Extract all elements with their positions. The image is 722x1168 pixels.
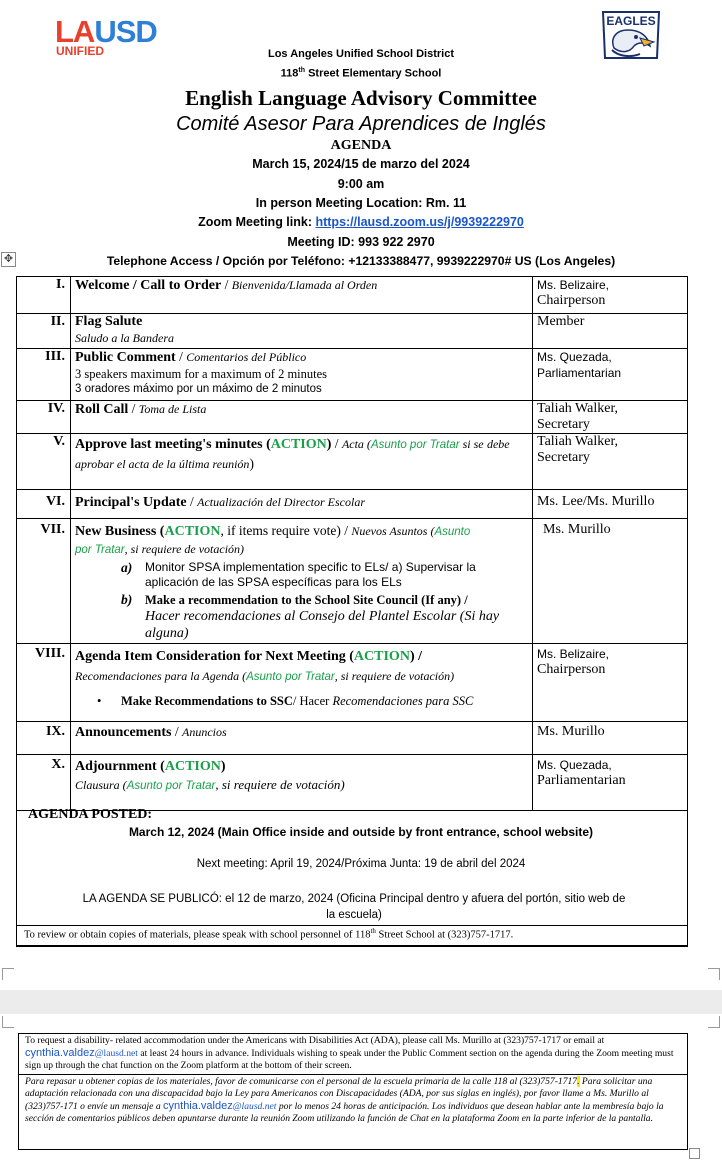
school-name-rest: Street Elementary School bbox=[305, 67, 442, 80]
item-separator: / bbox=[331, 436, 342, 451]
item-number: I. bbox=[17, 277, 71, 314]
item-separator: / bbox=[171, 724, 182, 739]
bullet-mid: / Hacer bbox=[292, 694, 333, 708]
item-separator: / bbox=[221, 277, 232, 292]
bullet-text-es: Recomendaciones para SSC bbox=[332, 694, 474, 708]
ada-email-link-es[interactable]: cynthia.valdez bbox=[163, 1100, 233, 1112]
item-title-close: ) bbox=[220, 759, 226, 774]
item-number: VI. bbox=[17, 490, 71, 519]
item-separator: / bbox=[175, 349, 187, 364]
item-separator: / bbox=[186, 494, 198, 509]
agenda-row bbox=[17, 722, 688, 755]
district-name: Los Angeles Unified School District bbox=[267, 48, 454, 60]
asunto-label: Asunto bbox=[434, 526, 471, 538]
presenter-role: Secretary bbox=[537, 417, 590, 432]
action-label: ACTION bbox=[270, 437, 327, 452]
review-sup: th bbox=[370, 927, 376, 935]
item-title-close: ) bbox=[326, 437, 332, 452]
posted-spanish bbox=[24, 891, 684, 923]
presenter-name: Member bbox=[537, 314, 585, 329]
sub-item-text: Monitor SPSA implementation specific to ELs/ a) Supervisar la aplicación de las SPSA específicas para los ELs bbox=[145, 560, 476, 589]
item-description bbox=[71, 401, 533, 434]
bullet-item bbox=[75, 692, 528, 711]
action-label: ACTION bbox=[164, 759, 221, 774]
meeting-time: 9:00 am bbox=[337, 177, 385, 191]
page-corner-mark bbox=[708, 1016, 720, 1028]
page-corner-mark bbox=[2, 1016, 14, 1028]
item-presenter bbox=[533, 755, 688, 811]
meeting-location: In person Meeting Location: Rm. 11 bbox=[255, 196, 467, 210]
sub-item-label: a) bbox=[121, 560, 133, 575]
asunto-label: Asunto por Tratar bbox=[126, 780, 216, 792]
ada-text-es-rest: por lo menos 24 horas de anticipación. Los individuos que desean hablar ante la membresía bajo la sección de comentarios públicos deben apuntarse durante la reunión Zoom utilizando la función de Chat en la plataforma Zoom en la parte inferior de la pantalla. bbox=[25, 1101, 664, 1124]
ada-text: To request a disability- related accommodation under the Americans with Disabilities Act (ADA), please call Ms. Murillo at (323)757-1717 or email at bbox=[25, 1035, 605, 1046]
item-presenter bbox=[533, 722, 688, 755]
ada-email-domain[interactable]: @lausd.net bbox=[94, 1048, 138, 1059]
ada-text-es: Para repasar u obtener copias de los materiales, favor de comunicarse con el personal de la escuela primaria de la calle 118 al (323)757-1717 bbox=[25, 1076, 578, 1087]
review-text: To review or obtain copies of materials, please speak with school personnel of 118 bbox=[24, 929, 371, 941]
action-label: ACTION bbox=[164, 524, 221, 539]
presenter-role: Parliamentarian bbox=[537, 366, 622, 380]
item-title: Welcome / Call to Order bbox=[75, 278, 222, 293]
item-number: VIII. bbox=[17, 644, 71, 722]
review-line bbox=[24, 927, 513, 941]
asunto-label-cont: por Tratar bbox=[75, 544, 125, 556]
item-presenter bbox=[533, 519, 688, 644]
asunto-label: Asunto por Tratar bbox=[370, 439, 460, 451]
item-number: X. bbox=[17, 755, 71, 811]
item-spanish: Nuevos Asuntos ( bbox=[351, 524, 435, 538]
zoom-label: Zoom Meeting link: bbox=[198, 215, 316, 229]
item-number: IX. bbox=[17, 722, 71, 755]
table-move-handle-icon[interactable]: ✥ bbox=[1, 252, 16, 267]
item-presenter bbox=[533, 349, 688, 401]
item-number: IV. bbox=[17, 401, 71, 434]
speaker-limit-es: 3 oradores máximo por un máximo de 2 minutos bbox=[75, 383, 322, 395]
item-number: III. bbox=[17, 349, 71, 401]
meeting-date: March 15, 2024/15 de marzo del 2024 bbox=[252, 157, 470, 171]
sub-item-text-es: Hacer recomendaciones al Consejo del Plantel Escolar (Si hay alguna) bbox=[145, 609, 500, 641]
eagles-text: EAGLES bbox=[606, 14, 656, 28]
page-break bbox=[0, 990, 722, 1014]
presenter-name: Ms. Belizaire, bbox=[537, 647, 610, 661]
agenda-label: AGENDA bbox=[330, 138, 392, 153]
bullet-text: Make Recommendations to SSC bbox=[121, 694, 293, 708]
logo-usd-text: USD bbox=[94, 14, 157, 49]
ada-email-domain-es[interactable]: @lausd.net bbox=[232, 1101, 277, 1112]
zoom-line bbox=[0, 215, 722, 229]
page-corner-mark bbox=[708, 968, 720, 980]
item-spanish-close: ) bbox=[249, 456, 254, 471]
presenter-role: Chairperson bbox=[537, 293, 606, 308]
title-english: English Language Advisory Committee bbox=[185, 86, 537, 110]
item-description bbox=[71, 644, 533, 722]
logo-la-text: LA bbox=[55, 14, 95, 49]
item-spanish: Saludo a la Bandera bbox=[75, 331, 174, 345]
ada-notice-box bbox=[18, 1033, 688, 1150]
title-spanish: Comité Asesor Para Aprendices de Inglés bbox=[176, 113, 546, 135]
logo-unified-text: UNIFIED bbox=[56, 44, 104, 58]
telephone-access: Telephone Access / Opción por Teléfono: +12133388477, 9939222970# US (Los Angeles) bbox=[106, 254, 616, 268]
item-spanish: Actualización del Director Escolar bbox=[197, 495, 365, 509]
item-separator: / bbox=[128, 401, 139, 416]
item-title: Principal's Update bbox=[75, 495, 187, 510]
presenter-name: Ms. Murillo bbox=[543, 522, 611, 537]
next-meeting-line: Next meeting: April 19, 2024/Próxima Junta: 19 de abril del 2024 bbox=[196, 858, 526, 870]
item-title: Announcements bbox=[75, 725, 172, 740]
item-presenter bbox=[533, 401, 688, 434]
sub-item-label: b) bbox=[121, 592, 133, 607]
item-spanish-cont: , si requiere de votación) bbox=[124, 542, 245, 556]
table-resize-handle[interactable] bbox=[689, 1148, 700, 1159]
presenter-name: Taliah Walker, bbox=[537, 401, 619, 416]
school-name bbox=[0, 67, 722, 80]
sub-item-a bbox=[75, 560, 528, 590]
agenda-row bbox=[17, 519, 688, 644]
item-number: VII. bbox=[17, 519, 71, 644]
presenter-role: Secretary bbox=[537, 450, 590, 465]
presenter-role: Chairperson bbox=[537, 662, 606, 677]
item-number: II. bbox=[17, 314, 71, 349]
presenter-role: Parliamentarian bbox=[537, 773, 626, 788]
review-text-rest: Street School at (323)757-1717. bbox=[375, 929, 514, 941]
ada-english bbox=[19, 1034, 687, 1074]
item-number: V. bbox=[17, 434, 71, 490]
item-spanish: Acta ( bbox=[341, 437, 371, 451]
asunto-label: Asunto por Tratar bbox=[246, 671, 335, 683]
agenda-row bbox=[17, 644, 688, 722]
meeting-id: Meeting ID: 993 922 2970 bbox=[287, 235, 435, 249]
agenda-row bbox=[17, 401, 688, 434]
item-description bbox=[71, 519, 533, 644]
ada-email-link[interactable]: cynthia.valdez bbox=[25, 1047, 95, 1059]
action-label: ACTION bbox=[353, 649, 410, 664]
item-spanish: Bienvenida/Llamada al Orden bbox=[231, 278, 378, 292]
agenda-row bbox=[17, 349, 688, 401]
presenter-name: Ms. Quezada, bbox=[537, 350, 612, 364]
item-spanish-cont: , si requiere de votación) bbox=[215, 777, 345, 792]
ada-spanish bbox=[19, 1074, 687, 1126]
agenda-row bbox=[17, 755, 688, 811]
item-title: Agenda Item Consideration for Next Meeting ( bbox=[75, 649, 354, 664]
item-presenter bbox=[533, 314, 688, 349]
item-spanish: Comentarios del Público bbox=[186, 350, 307, 364]
ada-text-es-cont: Para solicitar una adaptación relacionada con una discapacidad bajo la Ley para Americanos con Discapacidades (ADA, por sus siglas en inglés), por favor llame a Ms. Murillo al (323)757-171 o envíe un mensaje a bbox=[25, 1076, 653, 1112]
item-title: Roll Call bbox=[75, 402, 129, 417]
item-description bbox=[71, 434, 533, 490]
posted-spanish-line: la escuela) bbox=[326, 909, 382, 921]
item-spanish-cont: , si requiere de votación) bbox=[334, 669, 455, 683]
sub-item-text: Make a recommendation to the School Site Council (If any) / bbox=[145, 593, 468, 607]
ada-text-rest: at least 24 hours in advance. Individuals wishing to speak under the Public Comment section on the agenda during the Zoom meeting must sign up through the chat function on the Zoom platform at the bottom of their screen. bbox=[25, 1048, 674, 1071]
item-title: Approve last meeting's minutes ( bbox=[75, 437, 271, 452]
item-description bbox=[71, 722, 533, 755]
item-title: Flag Salute bbox=[75, 314, 143, 329]
item-spanish: Clausura ( bbox=[75, 778, 127, 792]
agenda-row bbox=[17, 277, 688, 314]
agenda-row bbox=[17, 314, 688, 349]
ada-highlight: . bbox=[577, 1076, 580, 1087]
presenter-name: Ms. Quezada, bbox=[537, 758, 612, 772]
agenda-row bbox=[17, 490, 688, 519]
agenda-table bbox=[16, 276, 688, 811]
item-title: Public Comment bbox=[75, 350, 176, 365]
presenter-name: Ms. Lee/Ms. Murillo bbox=[537, 494, 655, 509]
item-presenter bbox=[533, 490, 688, 519]
school-number: 118 bbox=[280, 67, 299, 80]
item-title-close: ) / bbox=[409, 649, 422, 664]
item-presenter bbox=[533, 277, 688, 314]
page-corner-mark bbox=[2, 968, 14, 980]
item-title-rest: , if items require vote) / bbox=[220, 523, 352, 538]
posted-date-line: March 12, 2024 (Main Office inside and outside by front entrance, school website) bbox=[128, 825, 594, 839]
item-description bbox=[71, 755, 533, 811]
item-spanish: Anuncios bbox=[181, 725, 227, 739]
item-spanish-cont: si se bbox=[459, 437, 484, 451]
item-description bbox=[71, 277, 533, 314]
posted-heading: AGENDA POSTED: bbox=[28, 807, 153, 822]
posted-spanish-line: LA AGENDA SE PUBLICÓ: el 12 de marzo, 2024 (Oficina Principal dentro y afuera del portón, sitio web de bbox=[82, 893, 626, 905]
speaker-limit-en: 3 speakers maximum for a maximum of 2 minutes bbox=[75, 367, 328, 381]
item-spanish: Recomendaciones para la Agenda ( bbox=[75, 669, 247, 683]
presenter-name: Taliah Walker, bbox=[537, 434, 619, 449]
presenter-name: Ms. Murillo bbox=[537, 724, 605, 739]
presenter-name: Ms. Belizaire, bbox=[537, 278, 610, 292]
item-title: New Business ( bbox=[75, 524, 165, 539]
sub-item-b bbox=[75, 592, 528, 642]
item-spanish-cont: debe aprobar el acta de la última reunión bbox=[75, 437, 510, 471]
agenda-row bbox=[17, 434, 688, 490]
zoom-link[interactable]: https://lausd.zoom.us/j/9939222970 bbox=[315, 215, 524, 229]
bullet-icon: • bbox=[97, 694, 102, 708]
item-presenter bbox=[533, 644, 688, 722]
school-number-suffix: th bbox=[298, 67, 306, 74]
item-description bbox=[71, 349, 533, 401]
item-spanish: Toma de Lista bbox=[138, 402, 207, 416]
item-presenter bbox=[533, 434, 688, 490]
item-description bbox=[71, 490, 533, 519]
item-title: Adjournment ( bbox=[75, 759, 165, 774]
item-description bbox=[71, 314, 533, 349]
